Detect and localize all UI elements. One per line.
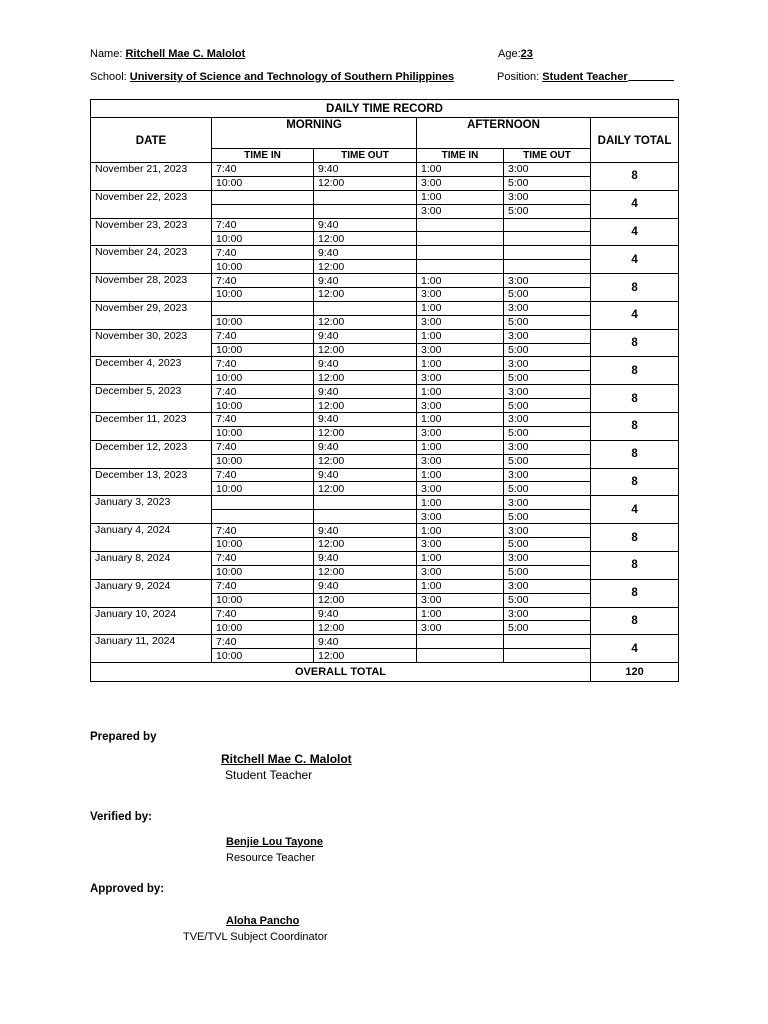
morning-time-out-cell: 12:00	[314, 482, 417, 496]
school-line	[90, 71, 454, 83]
table-title: DAILY TIME RECORD	[91, 100, 679, 118]
afternoon-time-out-cell	[504, 218, 591, 232]
daily-total-header: DAILY TOTAL	[591, 118, 679, 163]
morning-time-in-cell: 10:00	[212, 371, 314, 385]
approved-by-name: Aloha Pancho	[226, 915, 300, 927]
afternoon-time-in-cell: 1:00	[417, 357, 504, 371]
morning-time-in-cell: 10:00	[212, 232, 314, 246]
daily-total-cell: 4	[591, 218, 679, 246]
date-cell: January 4, 2024	[91, 524, 212, 552]
position-label: Position:	[497, 71, 540, 83]
morning-time-in-cell	[212, 496, 314, 510]
afternoon-time-out-cell: 3:00	[504, 274, 591, 288]
morning-time-out-cell: 9:40	[314, 413, 417, 427]
daily-total-cell: 4	[591, 496, 679, 524]
afternoon-time-in-cell: 3:00	[417, 288, 504, 302]
table-row	[91, 163, 679, 177]
afternoon-time-in-cell: 1:00	[417, 440, 504, 454]
daily-total-cell: 8	[591, 163, 679, 191]
morning-time-in-cell: 10:00	[212, 593, 314, 607]
date-cell: November 28, 2023	[91, 274, 212, 302]
afternoon-time-out-cell: 3:00	[504, 301, 591, 315]
afternoon-time-in-cell: 3:00	[417, 176, 504, 190]
afternoon-time-out-header: TIME OUT	[504, 149, 591, 163]
afternoon-time-in-cell: 3:00	[417, 399, 504, 413]
date-cell: November 23, 2023	[91, 218, 212, 246]
afternoon-time-in-cell	[417, 232, 504, 246]
table-row	[91, 190, 679, 204]
date-cell: November 29, 2023	[91, 301, 212, 329]
verified-by-label: Verified by:	[90, 811, 152, 823]
position-line	[497, 71, 674, 83]
morning-time-in-cell: 7:40	[212, 163, 314, 177]
afternoon-time-out-cell	[504, 246, 591, 260]
morning-time-out-cell: 9:40	[314, 468, 417, 482]
daily-total-cell: 4	[591, 301, 679, 329]
morning-time-out-header: TIME OUT	[314, 149, 417, 163]
morning-time-in-cell: 7:40	[212, 329, 314, 343]
afternoon-time-out-cell	[504, 635, 591, 649]
morning-time-in-cell	[212, 301, 314, 315]
afternoon-time-in-cell: 1:00	[417, 301, 504, 315]
morning-time-in-cell: 7:40	[212, 218, 314, 232]
date-cell: November 30, 2023	[91, 329, 212, 357]
daily-time-record-table	[90, 99, 679, 682]
afternoon-time-in-cell: 3:00	[417, 482, 504, 496]
morning-time-in-cell: 7:40	[212, 274, 314, 288]
afternoon-time-in-cell: 1:00	[417, 579, 504, 593]
morning-header: MORNING	[212, 118, 417, 149]
morning-time-in-cell: 7:40	[212, 579, 314, 593]
morning-time-in-cell	[212, 510, 314, 524]
afternoon-time-out-cell: 5:00	[504, 454, 591, 468]
daily-total-cell: 8	[591, 274, 679, 302]
morning-time-in-cell: 10:00	[212, 538, 314, 552]
daily-total-cell: 8	[591, 468, 679, 496]
daily-total-cell: 8	[591, 385, 679, 413]
table-row	[91, 218, 679, 232]
school-label: School:	[90, 71, 127, 83]
morning-time-in-cell: 10:00	[212, 649, 314, 663]
afternoon-time-out-cell: 3:00	[504, 413, 591, 427]
afternoon-time-in-cell: 1:00	[417, 413, 504, 427]
morning-time-in-cell: 10:00	[212, 565, 314, 579]
table-row	[91, 579, 679, 593]
morning-time-out-cell: 12:00	[314, 315, 417, 329]
morning-time-out-cell: 12:00	[314, 371, 417, 385]
afternoon-time-in-cell: 3:00	[417, 565, 504, 579]
table-row	[91, 246, 679, 260]
date-cell: November 24, 2023	[91, 246, 212, 274]
table-row	[91, 274, 679, 288]
daily-total-cell: 8	[591, 551, 679, 579]
afternoon-time-in-cell: 1:00	[417, 607, 504, 621]
prepared-by-name: Ritchell Mae C. Malolot	[221, 752, 352, 766]
afternoon-time-in-cell	[417, 246, 504, 260]
afternoon-time-out-cell: 3:00	[504, 329, 591, 343]
afternoon-time-in-cell: 1:00	[417, 524, 504, 538]
afternoon-time-in-cell: 1:00	[417, 468, 504, 482]
afternoon-time-out-cell: 3:00	[504, 524, 591, 538]
afternoon-time-out-cell: 3:00	[504, 579, 591, 593]
morning-time-out-cell	[314, 496, 417, 510]
morning-time-out-cell: 12:00	[314, 288, 417, 302]
afternoon-time-in-cell: 3:00	[417, 593, 504, 607]
morning-time-out-cell: 9:40	[314, 607, 417, 621]
daily-total-cell: 4	[591, 190, 679, 218]
morning-time-out-cell: 9:40	[314, 218, 417, 232]
table-row	[91, 329, 679, 343]
afternoon-time-out-cell: 5:00	[504, 426, 591, 440]
afternoon-time-in-cell: 1:00	[417, 329, 504, 343]
afternoon-time-out-cell: 5:00	[504, 565, 591, 579]
morning-time-in-cell: 10:00	[212, 315, 314, 329]
table-row	[91, 301, 679, 315]
afternoon-time-out-cell: 3:00	[504, 551, 591, 565]
afternoon-time-in-cell: 1:00	[417, 551, 504, 565]
afternoon-time-out-cell: 3:00	[504, 468, 591, 482]
date-cell: January 9, 2024	[91, 579, 212, 607]
daily-total-cell: 8	[591, 329, 679, 357]
approved-by-label: Approved by:	[90, 883, 165, 895]
daily-total-cell: 8	[591, 524, 679, 552]
morning-time-in-cell: 7:40	[212, 607, 314, 621]
morning-time-in-cell: 10:00	[212, 343, 314, 357]
morning-time-out-cell: 9:40	[314, 579, 417, 593]
morning-time-in-cell: 10:00	[212, 426, 314, 440]
morning-time-out-cell: 12:00	[314, 593, 417, 607]
age-value: 23	[520, 48, 533, 60]
morning-time-in-cell: 10:00	[212, 454, 314, 468]
morning-time-in-cell: 10:00	[212, 260, 314, 274]
afternoon-time-out-cell	[504, 260, 591, 274]
afternoon-time-in-cell: 3:00	[417, 621, 504, 635]
position-blank-line	[628, 80, 674, 81]
table-row	[91, 607, 679, 621]
prepared-by-role: Student Teacher	[225, 768, 313, 782]
name-value: Ritchell Mae C. Malolot	[125, 48, 246, 60]
overall-total-value: 120	[591, 663, 679, 682]
verified-by-name: Benjie Lou Tayone	[226, 836, 323, 848]
afternoon-time-out-cell: 5:00	[504, 204, 591, 218]
morning-time-out-cell	[314, 510, 417, 524]
morning-time-out-cell: 12:00	[314, 232, 417, 246]
morning-time-out-cell: 9:40	[314, 385, 417, 399]
table-row	[91, 385, 679, 399]
table-row	[91, 496, 679, 510]
afternoon-time-in-cell	[417, 635, 504, 649]
daily-total-cell: 8	[591, 413, 679, 441]
date-cell: January 10, 2024	[91, 607, 212, 635]
afternoon-time-out-cell: 5:00	[504, 288, 591, 302]
name-line	[90, 48, 245, 60]
date-cell: November 21, 2023	[91, 163, 212, 191]
daily-total-cell: 4	[591, 246, 679, 274]
morning-time-in-cell: 10:00	[212, 176, 314, 190]
age-label: Age:	[498, 48, 521, 60]
date-cell: January 8, 2024	[91, 551, 212, 579]
morning-time-out-cell: 12:00	[314, 176, 417, 190]
morning-time-out-cell: 9:40	[314, 357, 417, 371]
date-cell: December 4, 2023	[91, 357, 212, 385]
morning-time-out-cell	[314, 301, 417, 315]
age-line	[498, 48, 533, 60]
daily-total-cell: 8	[591, 579, 679, 607]
morning-time-out-cell: 9:40	[314, 274, 417, 288]
morning-time-in-header: TIME IN	[212, 149, 314, 163]
afternoon-time-in-cell: 3:00	[417, 426, 504, 440]
morning-time-in-cell: 7:40	[212, 468, 314, 482]
morning-time-out-cell: 12:00	[314, 621, 417, 635]
morning-time-out-cell: 9:40	[314, 329, 417, 343]
morning-time-in-cell: 7:40	[212, 246, 314, 260]
afternoon-time-out-cell: 5:00	[504, 538, 591, 552]
afternoon-time-out-cell: 3:00	[504, 357, 591, 371]
morning-time-in-cell: 7:40	[212, 413, 314, 427]
morning-time-in-cell: 10:00	[212, 621, 314, 635]
afternoon-time-in-cell: 1:00	[417, 163, 504, 177]
morning-time-out-cell: 12:00	[314, 454, 417, 468]
date-cell: December 5, 2023	[91, 385, 212, 413]
morning-time-out-cell: 12:00	[314, 426, 417, 440]
approved-by-role: TVE/TVL Subject Coordinator	[183, 931, 328, 943]
table-row	[91, 413, 679, 427]
morning-time-in-cell: 10:00	[212, 288, 314, 302]
afternoon-time-in-cell: 3:00	[417, 454, 504, 468]
afternoon-time-in-cell: 3:00	[417, 538, 504, 552]
table-row	[91, 357, 679, 371]
afternoon-time-in-cell	[417, 260, 504, 274]
morning-time-in-cell: 7:40	[212, 357, 314, 371]
date-cell: January 3, 2023	[91, 496, 212, 524]
afternoon-time-in-cell: 1:00	[417, 190, 504, 204]
table-row	[91, 635, 679, 649]
position-value: Student Teacher	[542, 71, 628, 83]
morning-time-out-cell	[314, 204, 417, 218]
afternoon-time-out-cell: 5:00	[504, 371, 591, 385]
afternoon-time-out-cell: 5:00	[504, 621, 591, 635]
daily-total-cell: 8	[591, 607, 679, 635]
morning-time-in-cell: 10:00	[212, 482, 314, 496]
overall-total-row	[91, 663, 679, 682]
morning-time-in-cell: 7:40	[212, 635, 314, 649]
afternoon-time-in-cell: 1:00	[417, 274, 504, 288]
morning-time-out-cell: 9:40	[314, 246, 417, 260]
morning-time-out-cell: 12:00	[314, 649, 417, 663]
afternoon-time-in-cell	[417, 218, 504, 232]
afternoon-time-out-cell: 5:00	[504, 593, 591, 607]
afternoon-time-in-cell: 3:00	[417, 510, 504, 524]
morning-time-in-cell: 7:40	[212, 440, 314, 454]
verified-by-role: Resource Teacher	[226, 852, 316, 864]
morning-time-out-cell: 12:00	[314, 538, 417, 552]
date-cell: December 13, 2023	[91, 468, 212, 496]
morning-time-in-cell: 7:40	[212, 551, 314, 565]
afternoon-time-out-cell: 3:00	[504, 440, 591, 454]
morning-time-out-cell: 9:40	[314, 163, 417, 177]
afternoon-time-in-cell: 3:00	[417, 204, 504, 218]
daily-total-cell: 8	[591, 357, 679, 385]
table-row	[91, 551, 679, 565]
name-label: Name:	[90, 48, 123, 60]
afternoon-time-in-cell: 1:00	[417, 496, 504, 510]
afternoon-time-in-cell: 3:00	[417, 315, 504, 329]
daily-total-cell: 4	[591, 635, 679, 663]
afternoon-time-out-cell	[504, 649, 591, 663]
afternoon-time-in-cell	[417, 649, 504, 663]
morning-time-in-cell	[212, 190, 314, 204]
afternoon-time-out-cell: 5:00	[504, 399, 591, 413]
morning-time-out-cell	[314, 190, 417, 204]
morning-time-out-cell: 12:00	[314, 343, 417, 357]
morning-time-out-cell: 9:40	[314, 440, 417, 454]
table-row	[91, 524, 679, 538]
morning-time-in-cell: 7:40	[212, 385, 314, 399]
morning-time-out-cell: 12:00	[314, 260, 417, 274]
table-row	[91, 440, 679, 454]
school-value: University of Science and Technology of Southern Philippines	[129, 71, 455, 83]
afternoon-time-out-cell: 5:00	[504, 482, 591, 496]
morning-time-out-cell: 9:40	[314, 524, 417, 538]
afternoon-time-out-cell: 3:00	[504, 385, 591, 399]
daily-total-cell: 8	[591, 440, 679, 468]
afternoon-time-in-header: TIME IN	[417, 149, 504, 163]
prepared-by-label: Prepared by	[90, 731, 157, 743]
afternoon-header: AFTERNOON	[417, 118, 591, 149]
morning-time-out-cell: 9:40	[314, 551, 417, 565]
date-cell: January 11, 2024	[91, 635, 212, 663]
afternoon-time-out-cell: 5:00	[504, 315, 591, 329]
afternoon-time-out-cell: 3:00	[504, 496, 591, 510]
afternoon-time-out-cell: 3:00	[504, 163, 591, 177]
afternoon-time-in-cell: 3:00	[417, 343, 504, 357]
table-row	[91, 468, 679, 482]
afternoon-time-out-cell	[504, 232, 591, 246]
morning-time-out-cell: 9:40	[314, 635, 417, 649]
afternoon-time-out-cell: 5:00	[504, 510, 591, 524]
date-cell: December 11, 2023	[91, 413, 212, 441]
date-cell: November 22, 2023	[91, 190, 212, 218]
morning-time-in-cell	[212, 204, 314, 218]
morning-time-out-cell: 12:00	[314, 565, 417, 579]
afternoon-time-out-cell: 5:00	[504, 176, 591, 190]
afternoon-time-out-cell: 5:00	[504, 343, 591, 357]
morning-time-out-cell: 12:00	[314, 399, 417, 413]
overall-total-label: OVERALL TOTAL	[91, 663, 591, 682]
afternoon-time-out-cell: 3:00	[504, 607, 591, 621]
afternoon-time-in-cell: 3:00	[417, 371, 504, 385]
morning-time-in-cell: 7:40	[212, 524, 314, 538]
table-body	[91, 163, 679, 663]
afternoon-time-out-cell: 3:00	[504, 190, 591, 204]
date-header: DATE	[91, 118, 212, 163]
morning-time-in-cell: 10:00	[212, 399, 314, 413]
date-cell: December 12, 2023	[91, 440, 212, 468]
afternoon-time-in-cell: 1:00	[417, 385, 504, 399]
